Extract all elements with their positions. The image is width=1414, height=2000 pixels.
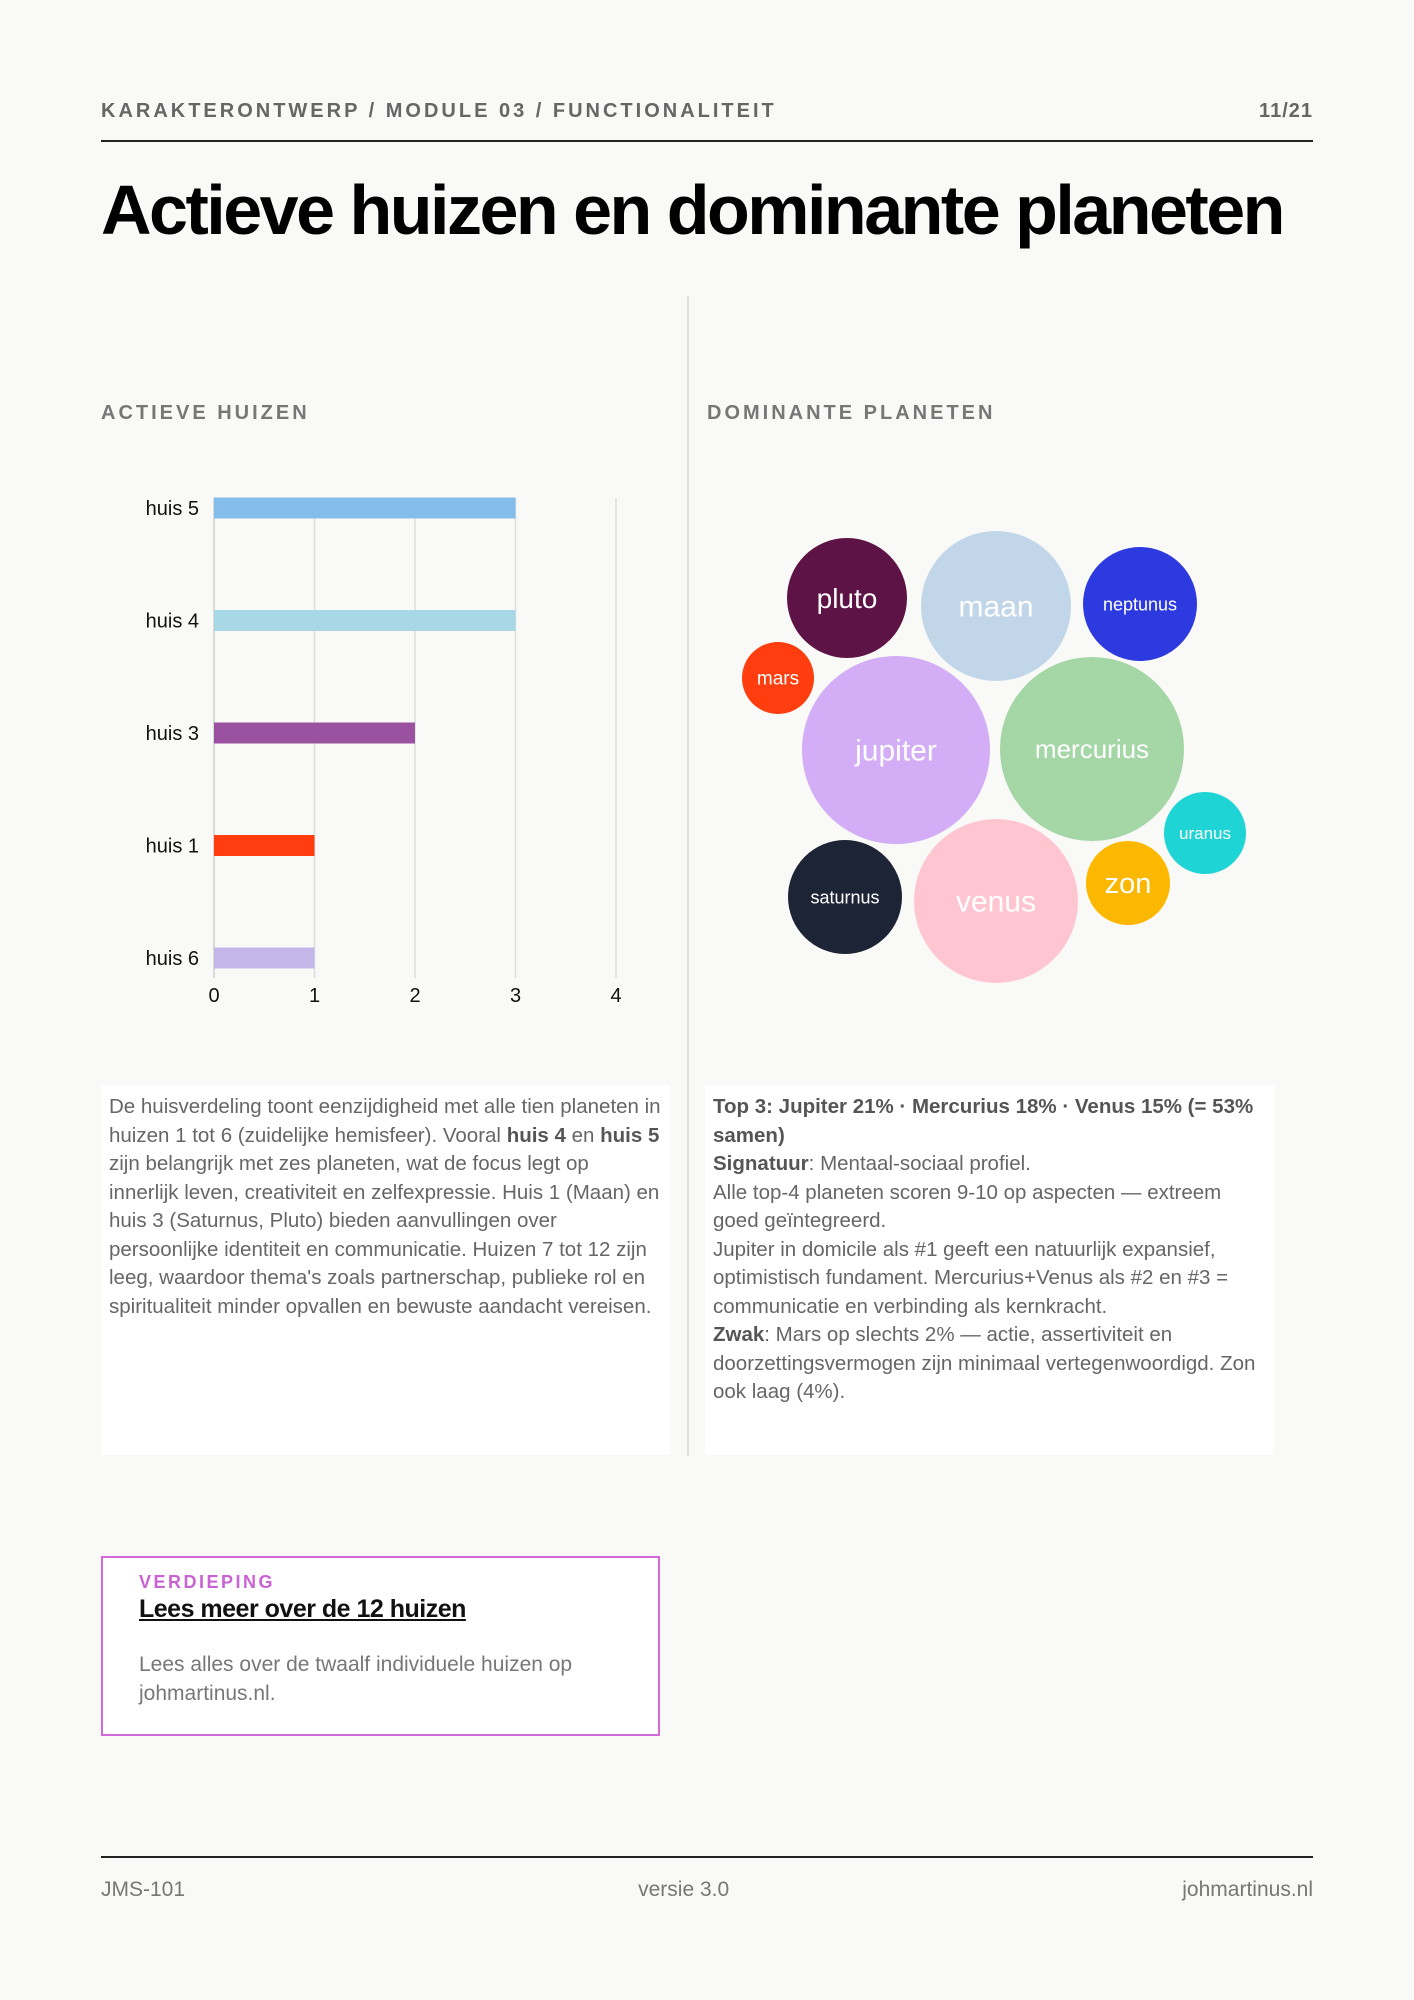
callout-description: Lees alles over de twaalf individuele huizen op johmartinus.nl. bbox=[139, 1653, 573, 1705]
bubble-label: mercurius bbox=[1034, 734, 1150, 765]
column-divider bbox=[687, 296, 689, 1456]
houses-text-bold-2: huis 5 bbox=[600, 1123, 660, 1147]
x-tick-label: 1 bbox=[308, 985, 321, 1007]
planets-bubble-chart bbox=[720, 510, 1280, 1000]
planets-top3-text: Top 3: Jupiter 21% · Mercurius 18% · Venus 15% (= 53% samen) bbox=[713, 1095, 1254, 1147]
houses-text-bold-1: huis 4 bbox=[506, 1123, 566, 1147]
footer-code: JMS-101 bbox=[101, 1878, 186, 1901]
category-label: huis 5 bbox=[145, 498, 199, 520]
x-tick-label: 2 bbox=[409, 985, 421, 1007]
planets-section-label: DOMINANTE PLANETEN bbox=[707, 402, 996, 424]
planets-line-2: Alle top-4 planeten scoren 9-10 op aspecten — extreem goed geïntegreerd. bbox=[713, 1180, 1222, 1232]
page-footer bbox=[101, 1856, 1313, 1902]
bubble-label: neptunus bbox=[1102, 594, 1178, 615]
weak-label: Zwak bbox=[713, 1323, 765, 1346]
x-tick-label: 3 bbox=[509, 985, 522, 1007]
houses-text-3: zijn belangrijk met zes planeten, wat de focus legt op innerlijk leven, creativiteit en zelfexpressie. Huis 1 (Maan) en huis 3 (Saturnus, Pluto) bieden aanvullingen over persoonlijke identiteit en communicatie. Huizen 7 tot 12 zijn leeg, waardoor thema's zoals partnerschap, publieke rol en spiritualiteit minder opvallen en bewuste aandacht vereisen. bbox=[109, 1152, 660, 1318]
bubble-label: zon bbox=[1104, 868, 1152, 901]
houses-link[interactable]: Lees meer over de 12 huizen bbox=[139, 1595, 466, 1623]
bubble-label: mars bbox=[756, 668, 800, 690]
further-reading-callout bbox=[101, 1556, 660, 1736]
bubble-label: saturnus bbox=[810, 887, 880, 908]
planets-top3 bbox=[713, 1093, 1266, 1150]
page-title: Actieve huizen en dominante planeten bbox=[101, 171, 1283, 249]
houses-bar-chart bbox=[101, 480, 661, 1020]
bubble-label: venus bbox=[955, 885, 1037, 919]
houses-section-label: ACTIEVE HUIZEN bbox=[101, 402, 310, 424]
x-tick-label: 0 bbox=[208, 985, 220, 1007]
callout-kicker: VERDIEPING bbox=[139, 1572, 276, 1592]
bar bbox=[214, 948, 315, 969]
category-label: huis 4 bbox=[145, 610, 199, 633]
footer-site: johmartinus.nl bbox=[1182, 1878, 1313, 1901]
bubble-label: maan bbox=[958, 590, 1034, 624]
footer-version: versie 3.0 bbox=[638, 1878, 730, 1901]
breadcrumb: KARAKTERONTWERP / MODULE 03 / FUNCTIONALITEIT bbox=[101, 100, 777, 122]
category-label: huis 3 bbox=[145, 723, 199, 745]
bar bbox=[214, 835, 315, 856]
bar bbox=[214, 610, 516, 631]
houses-text-2: en bbox=[565, 1123, 601, 1147]
planets-description bbox=[705, 1085, 1274, 1455]
signature-label: Signatuur bbox=[713, 1152, 809, 1175]
planets-weak bbox=[713, 1321, 1266, 1407]
houses-text-1: De huisverdeling toont eenzijdigheid met alle tien planeten in huizen 1 tot 6 (zuidelijke hemisfeer). Vooral bbox=[109, 1095, 661, 1147]
bubble-label: uranus bbox=[1179, 823, 1231, 843]
x-tick-label: 4 bbox=[610, 985, 622, 1007]
houses-description bbox=[101, 1085, 670, 1455]
planets-line-3: Jupiter in domicile als #1 geeft een natuurlijk expansief, optimistisch fundament. Mercurius+Venus als #2 en #3 = communicatie en verbinding als kernkracht. bbox=[713, 1237, 1229, 1318]
bubble-label: pluto bbox=[816, 582, 878, 614]
weak-text: : Mars op slechts 2% — actie, assertiviteit en doorzettingsvermogen zijn minimaal vertegenwoordigd. Zon ook laag (4%). bbox=[713, 1323, 1256, 1403]
page-header bbox=[101, 100, 1313, 142]
page-number: 11/21 bbox=[1259, 100, 1313, 122]
bar bbox=[214, 723, 415, 744]
category-label: huis 6 bbox=[145, 948, 199, 970]
category-label: huis 1 bbox=[145, 835, 199, 858]
bubble-label: jupiter bbox=[855, 734, 937, 768]
signature-text: : Mentaal-sociaal profiel. bbox=[808, 1152, 1031, 1175]
bar bbox=[214, 498, 516, 519]
planets-signature bbox=[713, 1150, 1266, 1179]
